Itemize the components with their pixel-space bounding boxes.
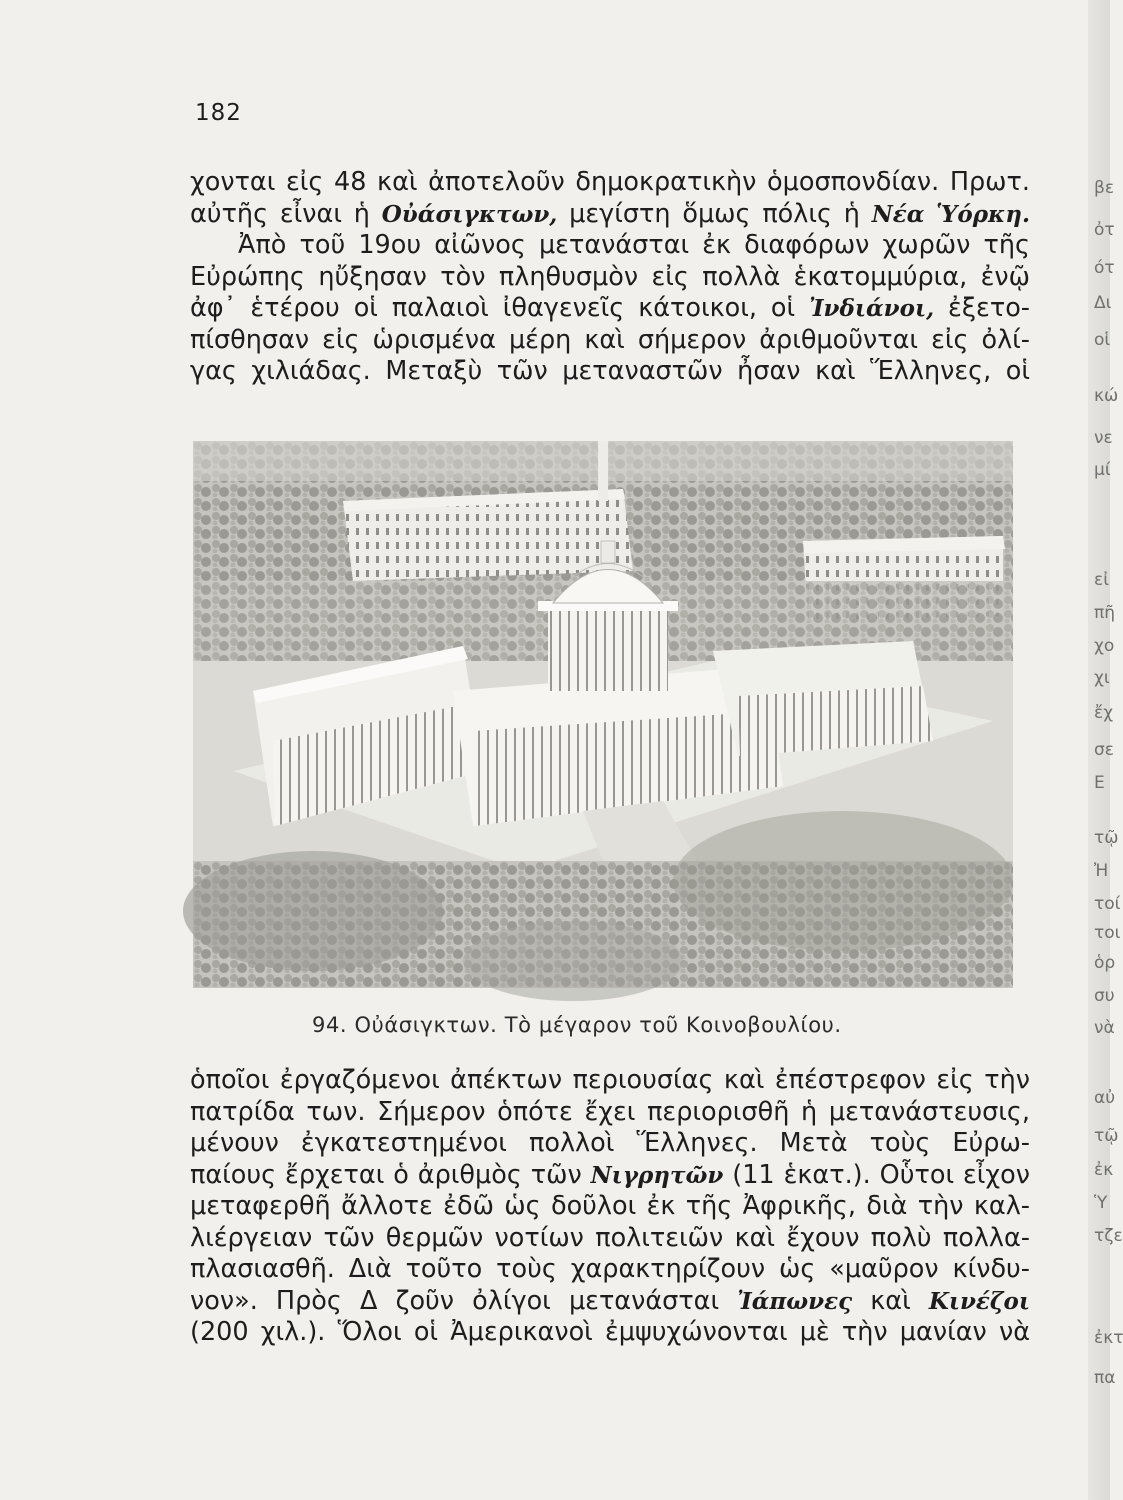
bleed-text: μί	[1094, 460, 1111, 480]
text-line: χονται εἰς 48 καὶ ἀποτελοῦν δημοκρατικὴν ὁμοσπονδίαν. Πρωτ.	[190, 167, 1030, 197]
text-line: παίους ἔρχεται ὁ ἀριθμὸς τῶν Νιγρητῶν (11 ἑκατ.). Οὗτοι εἶχον	[190, 1159, 1030, 1190]
page-number: 182	[195, 100, 242, 126]
bleed-text: σε	[1094, 740, 1114, 760]
bleed-text: ἐκτ	[1094, 1328, 1123, 1348]
text-line: μεταφερθῆ ἄλλοτε ἐδῶ ὡς δοῦλοι ἐκ τῆς Ἀφρικῆς, διὰ τὴν καλ-	[190, 1191, 1030, 1221]
figure-caption: 94. Οὐάσιγκτων. Τὸ μέγαρον τοῦ Κοινοβουλίου.	[312, 1013, 842, 1037]
text-line: πατρίδα των. Σήμερον ὁπότε ἔχει περιορισθῆ ἡ μετανάστευσις,	[190, 1096, 1030, 1127]
bleed-text: Ἠ	[1094, 861, 1109, 881]
bleed-text: κώ	[1094, 386, 1119, 406]
bleed-text: αὐ	[1094, 1088, 1116, 1108]
text-line: ὁποῖοι ἐργαζόμενοι ἀπέκτων περιουσίας καὶ ἐπέστρεφον εἰς τὴν	[190, 1065, 1030, 1095]
bleed-text: Δι	[1094, 293, 1112, 313]
text-line: Ἀπὸ τοῦ 19ου αἰῶνος μετανάσται ἐκ διαφόρων χωρῶν τῆς	[238, 230, 1030, 260]
bleed-text: τοί	[1094, 894, 1121, 914]
bleed-text: τῷ	[1094, 1126, 1119, 1146]
bleed-text: τῷ	[1094, 828, 1119, 848]
text-line: αὐτῆς εἶναι ἡ Οὐάσιγκτων, μεγίστη ὅμως πόλις ἡ Νέα Ὑόρκη.	[190, 198, 1030, 229]
bleed-text: τοι	[1094, 923, 1121, 943]
bleed-text: χι	[1094, 668, 1110, 688]
bleed-text: ὀτ	[1094, 220, 1115, 240]
text-line: ἀφ᾽ ἑτέρου οἱ παλαιοὶ ἰθαγενεῖς κάτοικοι, οἱ Ἰνδιάνοι, ἐξετο-	[190, 293, 1030, 323]
text-line: πίσθησαν εἰς ὡρισμένα μέρη καὶ σήμερον ἀριθμοῦνται εἰς ὀλί-	[190, 324, 1030, 355]
term-new-york: Νέα Ὑόρκη.	[871, 200, 1030, 228]
bleed-text: νε	[1094, 428, 1113, 448]
bleed-text: ἔχ	[1094, 703, 1114, 723]
text-line: λιέργειαν τῶν θερμῶν νοτίων πολιτειῶν καὶ ἔχουν πολὺ πολλα-	[190, 1222, 1030, 1253]
text-line: μένουν ἐγκατεστημένοι πολλοὶ Ἕλληνες. Μετὰ τοὺς Εὐρω-	[190, 1128, 1030, 1158]
paragraph-top	[190, 167, 1030, 388]
text-line: πλασιασθῆ. Διὰ τοῦτο τοὺς χαρακτηρίζουν ὡς «μαῦρον κίνδυ-	[190, 1254, 1030, 1284]
bleed-text: Ὑ	[1094, 1193, 1108, 1213]
bleed-text: χο	[1094, 636, 1115, 656]
bleed-text: βε	[1094, 178, 1115, 198]
bleed-text: Ε	[1094, 773, 1105, 793]
bleed-text: συ	[1094, 986, 1115, 1006]
text-line: (200 χιλ.). Ὅλοι οἱ Ἀμερικανοὶ ἐμψυχώνονται μὲ τὴν μανίαν νὰ	[190, 1317, 1030, 1347]
term-indians: Ἰνδιάνοι,	[809, 295, 935, 322]
bleed-text: πα	[1094, 1368, 1116, 1388]
paragraph-bottom	[190, 1065, 1030, 1349]
bleed-text: οἱ	[1094, 330, 1111, 350]
text-line: Εὐρώπης ηὔξησαν τὸν πληθυσμὸν εἰς πολλὰ ἑκατομμύρια, ἐνῷ	[190, 261, 1030, 292]
bleed-text: πῆ	[1094, 603, 1116, 623]
term-washington: Οὐάσιγκτων,	[381, 200, 558, 228]
capitol-photograph	[193, 441, 1013, 988]
text-line: νον». Πρὸς Δ ζοῦν ὀλίγοι μετανάσται Ἰάπωνες καὶ Κινέζοι	[190, 1285, 1030, 1316]
bleed-text: ότ	[1094, 258, 1115, 278]
bleed-text: εἰ	[1094, 570, 1109, 590]
bleed-text: ὁρ	[1094, 953, 1116, 973]
bleed-text: τζε	[1094, 1226, 1123, 1246]
term-chinese: Κινέζοι	[928, 1287, 1030, 1315]
term-japanese: Ἰάπωνες	[737, 1287, 853, 1315]
term-negroes: Νιγρητῶν	[590, 1161, 724, 1189]
bleed-text: ἐκ	[1094, 1160, 1114, 1180]
text-line: γας χιλιάδας. Μεταξὺ τῶν μεταναστῶν ἦσαν καὶ Ἕλληνες, οἱ	[190, 356, 1030, 386]
bleed-text: νὰ	[1094, 1018, 1115, 1038]
